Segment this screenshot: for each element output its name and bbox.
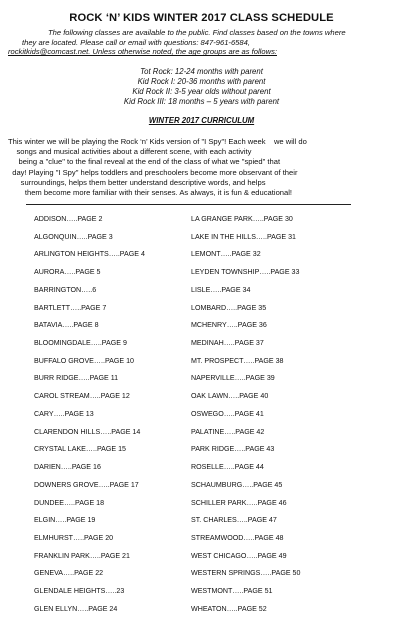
town-entry: GLENDALE HEIGHTS…..23 (34, 587, 125, 596)
age-group-item: Kid Rock III: 18 months – 5 years with parent (123, 97, 280, 106)
town-entry: PARK RIDGE…..PAGE 43 (191, 445, 275, 454)
town-entry: CRYSTAL LAKE…..PAGE 15 (34, 445, 126, 454)
town-entry: MEDINAH…..PAGE 37 (191, 339, 264, 348)
town-entry: MCHENRY…..PAGE 36 (191, 321, 267, 330)
curriculum-line: surroundings, helps them better understand descriptive words, and helps (8, 177, 266, 187)
town-entry: OSWEGO…..PAGE 41 (191, 409, 264, 418)
town-entry: OAK LAWN…..PAGE 40 (191, 392, 269, 401)
document-title: ROCK ‘N’ KIDS WINTER 2017 CLASS SCHEDULE (69, 12, 334, 24)
town-entry: LAKE IN THE HILLS…..PAGE 31 (191, 232, 297, 241)
town-entry: ELMHURST…..PAGE 20 (34, 533, 114, 542)
town-entry: SCHAUMBURG…..PAGE 45 (191, 480, 283, 489)
curriculum-heading: WINTER 2017 CURRICULUM (148, 116, 255, 125)
curriculum-paragraph (8, 137, 400, 198)
town-entry: LEYDEN TOWNSHIP…..PAGE 33 (191, 268, 300, 277)
town-entry: WEST CHICAGO…..PAGE 49 (191, 551, 287, 560)
town-entry: DOWNERS GROVE…..PAGE 17 (34, 480, 139, 489)
town-entry: WESTERN SPRINGS…..PAGE 50 (191, 569, 301, 578)
town-entry: BARRINGTON…..6 (34, 285, 97, 294)
town-entry: AURORA…..PAGE 5 (34, 268, 101, 277)
town-entry: BUFFALO GROVE…..PAGE 10 (34, 356, 134, 365)
town-entry: GENEVA…..PAGE 22 (34, 569, 104, 578)
town-entry: SCHILLER PARK…..PAGE 46 (191, 498, 287, 507)
town-entry: WESTMONT…..PAGE 51 (191, 587, 273, 596)
town-entry: BARTLETT…..PAGE 7 (34, 303, 107, 312)
town-entry: LEMONT…..PAGE 32 (191, 250, 261, 259)
town-entry: ALGONQUIN…..PAGE 3 (34, 232, 113, 241)
town-entry: NAPERVILLE…..PAGE 39 (191, 374, 275, 383)
town-entry: DUNDEE…..PAGE 18 (34, 498, 105, 507)
town-entry: CARY…..PAGE 13 (34, 409, 94, 418)
town-entry: LA GRANGE PARK…..PAGE 30 (191, 215, 293, 223)
town-entry: ST. CHARLES…..PAGE 47 (191, 516, 277, 525)
intro-line: they are located. Please call or email with questions: 847-961-6584, (22, 37, 250, 47)
curriculum-line: day! Playing "I Spy" helps toddlers and preschoolers become more observant of their (8, 167, 298, 177)
town-entry: CLARENDON HILLS…..PAGE 14 (34, 427, 141, 436)
town-entry: CAROL STREAM…..PAGE 12 (34, 392, 130, 401)
town-entry: FRANKLIN PARK…..PAGE 21 (34, 551, 130, 560)
town-list-left (34, 211, 145, 619)
town-entry: ADDISON…..PAGE 2 (34, 215, 103, 223)
town-entry: ROSELLE…..PAGE 44 (191, 463, 264, 472)
age-groups-list (0, 67, 403, 107)
town-entry: ARLINGTON HEIGHTS…..PAGE 4 (34, 250, 145, 259)
town-entry: ELGIN…..PAGE 19 (34, 516, 96, 525)
town-entry: BLOOMINGDALE…..PAGE 9 (34, 339, 127, 348)
town-list-right (191, 211, 300, 619)
age-group-item: Tot Rock: 12-24 months with parent (140, 67, 263, 76)
town-entry: GLEN ELLYN…..PAGE 24 (34, 604, 118, 613)
curriculum-line: being a "clue" to the final reveal at the end of the class of what we "spied" that (8, 157, 281, 167)
town-entry: PALATINE…..PAGE 42 (191, 427, 265, 436)
section-divider (26, 204, 351, 205)
age-group-item: Kid Rock I: 20-36 months with parent (137, 77, 266, 86)
town-entry: LISLE…..PAGE 34 (191, 285, 251, 294)
town-entry: WHEATON…..PAGE 52 (191, 604, 267, 613)
age-group-item: Kid Rock II: 3-5 year olds without parent (132, 87, 271, 96)
town-entry: DARIEN…..PAGE 16 (34, 463, 101, 472)
intro-line-email: rockitkids@comcast.net. Unless otherwise noted, the age groups are as follows: (8, 47, 277, 57)
town-entry: BURR RIDGE…..PAGE 11 (34, 374, 119, 383)
curriculum-line: This winter we will be playing the Rock ‘n’ Kids version of "I Spy"! Each week we will do (8, 137, 307, 146)
town-entry: STREAMWOOD…..PAGE 48 (191, 533, 284, 542)
intro-line: The following classes are available to the public. Find classes based on the towns where (48, 28, 346, 37)
town-entry: MT. PROSPECT…..PAGE 38 (191, 356, 284, 365)
town-entry: BATAVIA…..PAGE 8 (34, 321, 99, 330)
intro-paragraph (8, 28, 400, 57)
town-entry: LOMBARD…..PAGE 35 (191, 303, 267, 312)
curriculum-line: them become more familiar with their senses. As always, it is fun & educational! (8, 188, 293, 198)
curriculum-line: songs and musical activities about a different scene, with each activity (8, 147, 252, 157)
